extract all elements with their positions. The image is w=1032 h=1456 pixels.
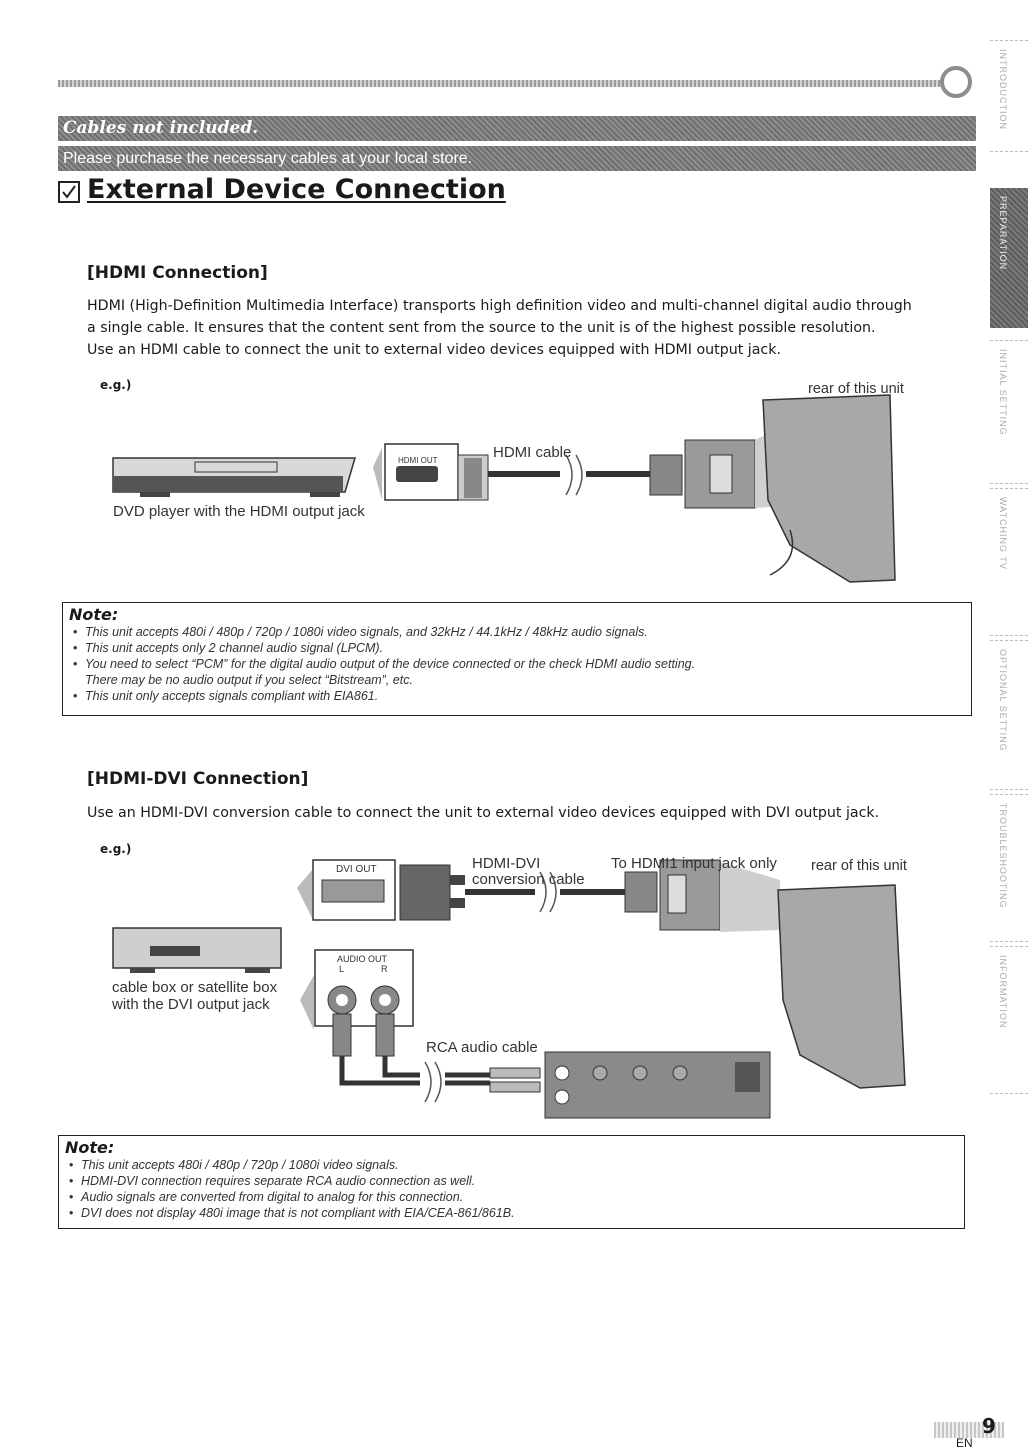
audio-right-label: R xyxy=(381,964,388,974)
page-number: 9 xyxy=(982,1414,996,1438)
hdmi-note-item: • This unit accepts only 2 channel audio signal (LPCM). xyxy=(73,641,384,655)
hdmi-dvi-note-box xyxy=(58,1135,965,1229)
cable-box-label-1: cable box or satellite box xyxy=(112,979,278,996)
side-tab-watching-tv[interactable]: WATCHING TV xyxy=(990,488,1028,636)
hdmi-description-line-1: HDMI (High-Definition Multimedia Interface) transports high definition video and multi-channel digital audio through xyxy=(87,298,912,314)
side-tab-optional-setting[interactable]: OPTIONAL SETTING xyxy=(990,640,1028,790)
audio-left-label: L xyxy=(339,964,345,974)
hdmi-dvi-example-label: e.g.) xyxy=(100,842,132,856)
hdmi-description-line-2: a single cable. It ensures that the content sent from the source to the unit is of the highest possible resolution. xyxy=(87,320,876,336)
hdmi-description-line-3: Use an HDMI cable to connect the unit to external video devices equipped with HDMI output jack. xyxy=(87,342,781,358)
audio-out-port-label: AUDIO OUT xyxy=(337,954,388,964)
side-tab-initial-setting[interactable]: INITIAL SETTING xyxy=(990,340,1028,484)
dvi-out-port-label: DVI OUT xyxy=(336,864,377,875)
hdmi-note-title: Note: xyxy=(69,605,119,624)
cable-box-label-2: with the DVI output jack xyxy=(112,996,270,1013)
side-tab-troubleshooting[interactable]: TROUBLESHOOTING xyxy=(990,794,1028,942)
hdmi-example-label: e.g.) xyxy=(100,378,132,392)
header-circle-ornament xyxy=(940,66,972,98)
cables-banner-title: Cables not included. xyxy=(58,116,976,141)
hdmi-dvi-note-title: Note: xyxy=(65,1138,115,1157)
dvd-player-label: DVD player with the HDMI output jack xyxy=(113,503,365,520)
page-language: EN xyxy=(956,1436,973,1450)
cables-banner-subtitle: Please purchase the necessary cables at your local store. xyxy=(58,146,976,171)
rca-audio-cable-label: RCA audio cable xyxy=(426,1039,538,1056)
page-title: External Device Connection xyxy=(87,174,506,205)
hdmi-dvi-rear-label: rear of this unit xyxy=(811,858,907,874)
hdmi1-input-label: To HDMI1 input jack only xyxy=(611,855,777,872)
hdmi-dvi-note-item: • Audio signals are converted from digital to analog for this connection. xyxy=(69,1190,464,1204)
hdmi-note-box xyxy=(62,602,972,716)
hdmi-dvi-note-item: • HDMI-DVI connection requires separate RCA audio connection as well. xyxy=(69,1174,476,1188)
hdmi-note-item: • You need to select “PCM” for the digital audio output of the device connected or the check HDMI audio setting. There may be no audio output if you select “Bitstream”, etc. xyxy=(73,657,696,687)
hdmi-dvi-note-item: • This unit accepts 480i / 480p / 720p / 1080i video signals. xyxy=(69,1158,399,1172)
hdmi-cable-label: HDMI cable xyxy=(493,444,572,461)
hdmi-dvi-cable-label-2: conversion cable xyxy=(472,871,585,888)
cable-box-illustration xyxy=(113,928,281,973)
hdmi-dvi-note-item: • DVI does not display 480i image that is not compliant with EIA/CEA-861/861B. xyxy=(69,1206,515,1220)
hdmi-heading: [HDMI Connection] xyxy=(87,263,268,283)
hdmi-dvi-heading: [HDMI-DVI Connection] xyxy=(87,769,309,789)
dvd-player-illustration xyxy=(113,458,355,497)
side-tab-preparation[interactable]: PREPARATION xyxy=(990,188,1028,328)
checkbox-icon xyxy=(58,181,80,203)
hdmi-note-item: • This unit accepts 480i / 480p / 720p / 1080i video signals, and 32kHz / 44.1kHz / 48kHz audio signals. xyxy=(73,625,648,639)
hdmi-dvi-cable-label-1: HDMI-DVI xyxy=(472,855,541,872)
hdmi-dvi-description: Use an HDMI-DVI conversion cable to connect the unit to external video devices equipped with DVI output jack. xyxy=(87,805,880,821)
hdmi-out-port-label: HDMI OUT xyxy=(398,456,438,465)
side-tab-information[interactable]: INFORMATION xyxy=(990,946,1028,1094)
hdmi-connection-diagram xyxy=(0,380,1032,600)
hdmi-rear-label: rear of this unit xyxy=(808,381,904,397)
side-tab-introduction[interactable]: INTRODUCTION xyxy=(990,40,1028,152)
hdmi-note-item: • This unit only accepts signals compliant with EIA861. xyxy=(73,689,379,703)
hdmi-dvi-connection-diagram xyxy=(0,855,1032,1125)
header-rule xyxy=(58,80,958,87)
